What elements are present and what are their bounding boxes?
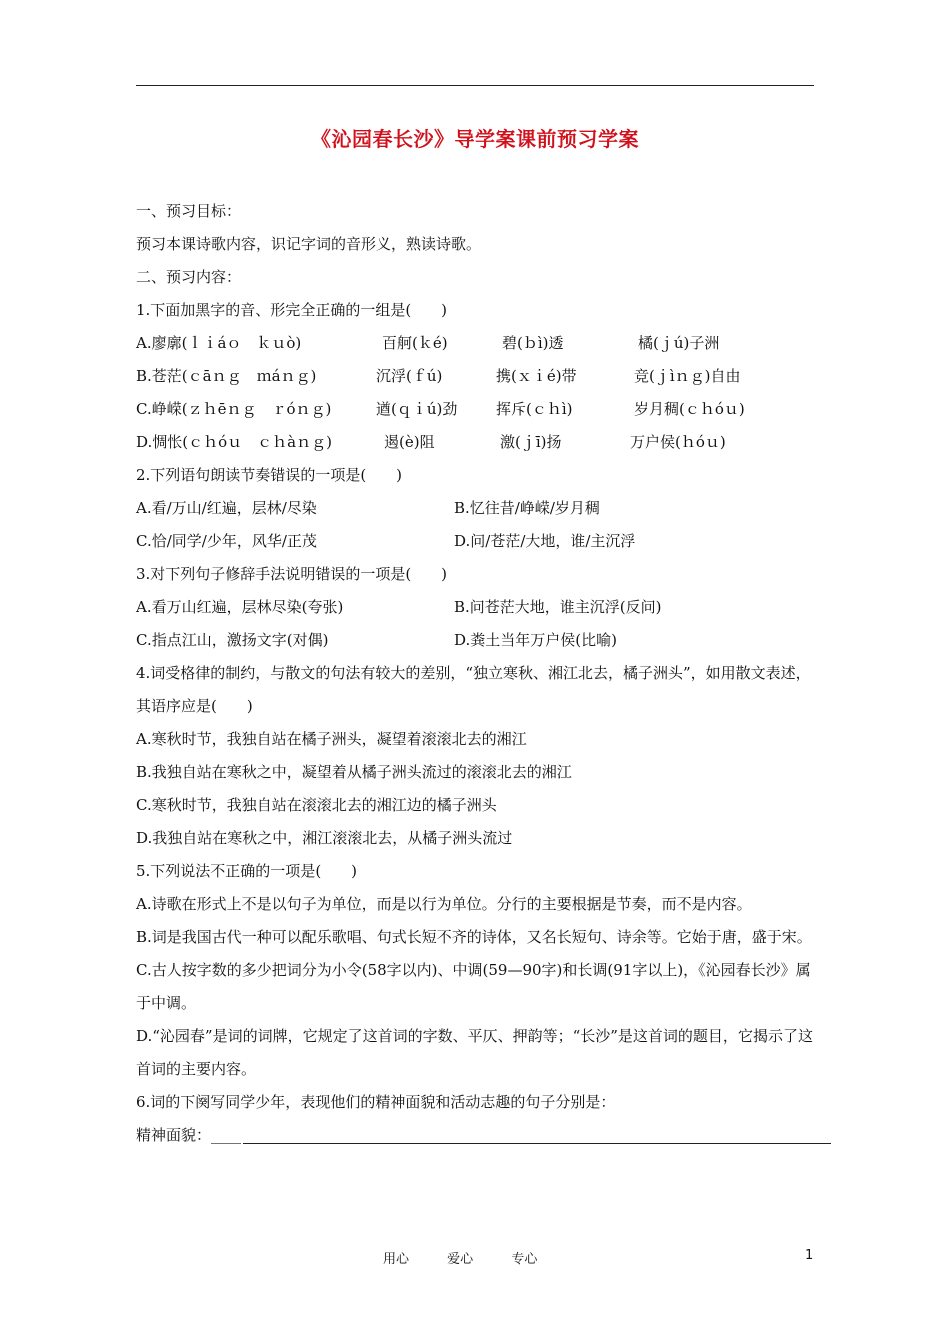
- option-part: 百舸(ｋé): [382, 334, 448, 352]
- option-line: A.寒秋时节，我独自站在橘子洲头，凝望着滚滚北去的湘江: [136, 730, 527, 748]
- header-rule: [136, 85, 814, 86]
- option-part: C.指点江山，激扬文字(对偶): [136, 631, 329, 649]
- section-text: 预习本课诗歌内容，识记字词的音形义，熟读诗歌。: [136, 235, 482, 253]
- option-row: [136, 426, 816, 459]
- option-part: A.看/万山/红遍，层林/尽染: [136, 499, 317, 517]
- option-part: 岁月稠(ｃｈóｕ): [634, 400, 745, 418]
- option-row: [136, 624, 816, 657]
- option-part: 万户侯(ｈóｕ): [630, 433, 726, 451]
- option-line: C.寒秋时节，我独自站在滚滚北去的湘江边的橘子洲头: [136, 796, 497, 814]
- option-row: [136, 327, 816, 360]
- answer-blank-line[interactable]: [243, 1123, 831, 1144]
- option-part: D.问/苍茫/大地，谁/主沉浮: [454, 532, 636, 550]
- option-row: [136, 393, 816, 426]
- document-title: 《沁园春长沙》导学案课前预习学案: [311, 127, 639, 151]
- option-line: B.词是我国古代一种可以配乐歌唱、句式长短不齐的诗体，又名长短句、诗余等。它始于唐，盛于宋。: [136, 928, 812, 946]
- section-heading: 二、预习内容：: [136, 268, 242, 286]
- answer-label: 精神面貌：____: [136, 1126, 242, 1144]
- section-heading: 一、预习目标：: [136, 202, 242, 220]
- option-part: A.廖廓(ｌｉáｏ ｋｕò): [136, 334, 302, 352]
- question-stem: 2.下列语句朗读节奏错误的一项是( ): [136, 466, 403, 484]
- footer-word: 用心: [383, 1252, 410, 1267]
- option-part: 挥斥(ｃｈì): [496, 400, 573, 418]
- question-stem: 3.对下列句子修辞手法说明错误的一项是( ): [136, 565, 448, 583]
- option-line: D.“沁园春”是词的词牌，它规定了这首词的字数、平仄、押韵等；“长沙”是这首词的题目，它揭示了这首词的主要内容。: [136, 1027, 813, 1078]
- option-row: [136, 525, 816, 558]
- option-row: [136, 360, 816, 393]
- question-stem: 4.词受格律的制约，与散文的句法有较大的差别，“独立寒秋、湘江北去，橘子洲头”，如用散文表述，其语序应是( ): [136, 664, 811, 715]
- option-part: B.忆往昔/峥嵘/岁月稠: [454, 499, 600, 517]
- option-part: 携(ｘｉé)带: [496, 367, 577, 385]
- option-line: A.诗歌在形式上不是以句子为单位，而是以行为单位。分行的主要根据是节奏，而不是内容。: [136, 895, 752, 913]
- option-row: [136, 492, 816, 525]
- document-body: [136, 195, 816, 1152]
- option-part: B.苍茫(ｃāｎｇ ｍáｎｇ): [136, 367, 317, 385]
- page-number: 1: [805, 1248, 814, 1263]
- option-part: 沉浮(ｆú): [376, 367, 443, 385]
- footer-word: 专心: [511, 1252, 538, 1267]
- footer-word: 爱心: [447, 1252, 474, 1267]
- option-part: B.问苍茫大地，谁主沉浮(反问): [454, 598, 662, 616]
- option-part: 竞(ｊìｎｇ)自由: [634, 367, 741, 385]
- option-part: C.恰/同学/少年，风华/正茂: [136, 532, 317, 550]
- option-line: B.我独自站在寒秋之中，凝望着从橘子洲头流过的滚滚北去的湘江: [136, 763, 572, 781]
- option-part: C.峥嵘(ｚｈēｎｇ ｒóｎｇ): [136, 400, 332, 418]
- option-line: C.古人按字数的多少把词分为小令(58字以内)、中调(59—90字)和长调(91字以上)，《沁园春长沙》属于中调。: [136, 961, 811, 1012]
- option-part: 橘(ｊú)子洲: [638, 334, 720, 352]
- question-stem: 5.下列说法不正确的一项是( ): [136, 862, 358, 880]
- option-part: D.粪土当年万户侯(比喻): [454, 631, 617, 649]
- option-row: [136, 591, 816, 624]
- answer-row: [136, 1119, 816, 1152]
- footer-slogan: [383, 1248, 571, 1267]
- option-part: 遒(ｑｉú)劲: [376, 400, 458, 418]
- question-stem: 6.词的下阕写同学少年，表现他们的精神面貌和活动志趣的句子分别是：: [136, 1093, 616, 1111]
- question-stem: 1.下面加黑字的音、形完全正确的一组是( ): [136, 301, 448, 319]
- option-part: 碧(ｂì)透: [502, 334, 564, 352]
- option-part: A.看万山红遍，层林尽染(夸张): [136, 598, 344, 616]
- option-part: 遏(è)阻: [384, 433, 435, 451]
- option-part: 激(ｊī)扬: [500, 433, 562, 451]
- option-line: D.我独自站在寒秋之中，湘江滚滚北去，从橘子洲头流过: [136, 829, 513, 847]
- option-part: D.惆怅(ｃｈóｕ ｃｈàｎｇ): [136, 433, 332, 451]
